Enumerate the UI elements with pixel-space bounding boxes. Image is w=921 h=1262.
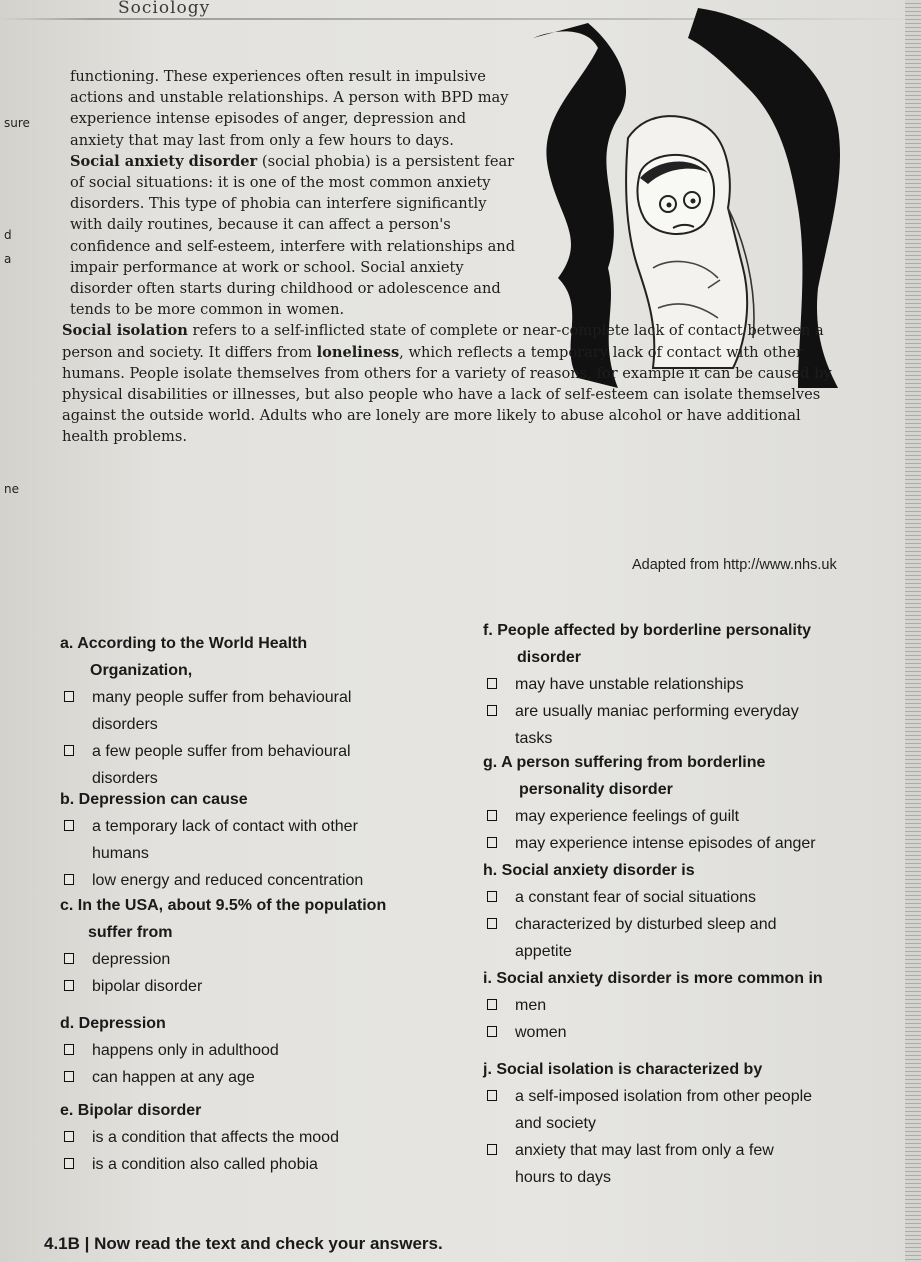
margin-mark: a — [4, 252, 12, 266]
question-i — [483, 965, 913, 1046]
option-text: low energy and reduced concentration — [92, 872, 364, 889]
question-b — [60, 786, 480, 894]
option-text: are usually maniac performing everyday — [515, 703, 799, 720]
paragraph-bpd: functioning. These experiences often result in impulsive actions and unstable relationships. A person with BPD may experience intense episodes of anger, depression and anxiety that may last from only a few hours to days. — [70, 68, 509, 149]
option-text: and society — [515, 1115, 596, 1132]
question-title — [483, 617, 903, 671]
question-e — [60, 1097, 480, 1178]
exercise-instruction: 4.1B | Now read the text and check your answers. — [44, 1234, 443, 1253]
source-citation: Adapted from http://www.nhs.uk — [632, 557, 837, 573]
option-text: happens only in adulthood — [92, 1042, 279, 1059]
paragraph-text: refers to a self-inflicted state of complete or near-complete lack of contact between a person and society. It differs from — [62, 322, 824, 361]
question-d — [60, 1010, 480, 1091]
option-text: a few people suffer from behavioural — [92, 743, 351, 760]
question-h — [483, 857, 903, 965]
checkbox-icon[interactable] — [487, 678, 497, 689]
checkbox-icon[interactable] — [64, 820, 74, 831]
answer-option[interactable] — [483, 911, 903, 965]
answer-option[interactable] — [60, 973, 480, 1000]
option-text: many people suffer from behavioural — [92, 689, 352, 706]
answer-option[interactable] — [60, 946, 480, 973]
option-text: appetite — [515, 943, 572, 960]
option-text: characterized by disturbed sleep and — [515, 916, 777, 933]
term-social-isolation: Social isolation — [62, 322, 188, 340]
paragraph-text: (social phobia) is a persistent fear of social situations: it is one of the most common anxiety disorders. This type of phobia can interfere significantly with daily routines, because it can affect a person's confidence and self-esteem, interfere with relationships and impair performance at work or school. Social anxiety disorder often starts during childhood or adolescence and tends to be more common in women. — [70, 152, 516, 319]
question-title-line: disorder — [517, 649, 582, 666]
option-text: depression — [92, 951, 171, 968]
question-title-line: suffer from — [88, 924, 173, 941]
question-title-line: g. A person suffering from borderline — [483, 754, 766, 771]
answer-option[interactable] — [483, 1137, 913, 1191]
option-text: is a condition also called phobia — [92, 1156, 318, 1173]
paragraph-text: , which reflects a temporary lack of contact with other humans. People isolate themselves from others for a variety of reasons, for example it can be caused by physical disabilities or illnesses, but also people who have a lack of self-esteem can isolate themselves against the outside world. Adults who are lonely are more likely to abuse alcohol or have additional health problems. — [62, 343, 832, 446]
checkbox-icon[interactable] — [487, 891, 497, 902]
answer-option[interactable] — [60, 1124, 480, 1151]
answer-option[interactable] — [483, 830, 913, 857]
option-text: tasks — [515, 730, 553, 747]
subject-header: Sociology — [118, 0, 211, 18]
question-title: j. Social isolation is characterized by — [483, 1061, 763, 1078]
margin-mark: sure — [4, 116, 30, 130]
answer-option[interactable] — [60, 1151, 480, 1178]
checkbox-icon[interactable] — [64, 980, 74, 991]
option-text: disorders — [92, 716, 158, 733]
checkbox-icon[interactable] — [487, 1144, 497, 1155]
option-text: men — [515, 997, 547, 1014]
question-g — [483, 749, 913, 857]
margin-mark: ne — [4, 482, 19, 496]
question-title-line: a. According to the World Health — [60, 635, 308, 652]
checkbox-icon[interactable] — [487, 837, 497, 848]
option-text: women — [515, 1024, 567, 1041]
checkbox-icon[interactable] — [64, 745, 74, 756]
question-title: i. Social anxiety disorder is more common in — [483, 970, 823, 987]
checkbox-icon[interactable] — [487, 918, 497, 929]
option-text: may have unstable relationships — [515, 676, 744, 693]
answer-option[interactable] — [60, 867, 480, 894]
option-text: disorders — [92, 770, 158, 787]
option-text: anxiety that may last from only a few — [515, 1142, 774, 1159]
question-title: h. Social anxiety disorder is — [483, 862, 695, 879]
margin-mark: d — [4, 228, 12, 242]
checkbox-icon[interactable] — [64, 1044, 74, 1055]
checkbox-icon[interactable] — [487, 705, 497, 716]
option-text: hours to days — [515, 1169, 612, 1186]
answer-option[interactable] — [483, 1019, 913, 1046]
answer-option[interactable] — [60, 1064, 480, 1091]
option-text: bipolar disorder — [92, 978, 203, 995]
checkbox-icon[interactable] — [64, 1071, 74, 1082]
question-title-line: f. People affected by borderline personality — [483, 622, 812, 639]
option-text: humans — [92, 845, 149, 862]
question-j — [483, 1056, 913, 1191]
option-text: may experience feelings of guilt — [515, 808, 740, 825]
option-text: can happen at any age — [92, 1069, 255, 1086]
answer-option[interactable] — [60, 1037, 480, 1064]
question-title — [60, 892, 480, 946]
checkbox-icon[interactable] — [64, 1131, 74, 1142]
answer-option[interactable] — [483, 803, 913, 830]
question-c — [60, 892, 480, 1000]
checkbox-icon[interactable] — [487, 1026, 497, 1037]
question-title — [60, 630, 460, 684]
answer-option[interactable] — [483, 698, 903, 752]
option-text: may experience intense episodes of anger — [515, 835, 816, 852]
question-title: b. Depression can cause — [60, 791, 248, 808]
question-title-line: Organization, — [90, 662, 193, 679]
question-f — [483, 617, 903, 752]
term-loneliness: loneliness — [316, 343, 400, 361]
option-text: a constant fear of social situations — [515, 889, 757, 906]
checkbox-icon[interactable] — [64, 691, 74, 702]
checkbox-icon[interactable] — [487, 1090, 497, 1101]
question-title — [483, 749, 913, 803]
answer-option[interactable] — [60, 813, 480, 867]
checkbox-icon[interactable] — [487, 810, 497, 821]
question-title-line: c. In the USA, about 9.5% of the population — [60, 897, 387, 914]
answer-option[interactable] — [60, 684, 460, 738]
question-title-line: personality disorder — [519, 781, 673, 798]
answer-option[interactable] — [483, 884, 903, 911]
option-text: a temporary lack of contact with other — [92, 818, 358, 835]
checkbox-icon[interactable] — [487, 999, 497, 1010]
answer-option[interactable] — [483, 671, 903, 698]
answer-option[interactable] — [483, 1083, 913, 1137]
checkbox-icon[interactable] — [64, 1158, 74, 1169]
checkbox-icon[interactable] — [64, 874, 74, 885]
question-a — [60, 630, 460, 792]
option-text: a self-imposed isolation from other people — [515, 1088, 813, 1105]
question-title: e. Bipolar disorder — [60, 1102, 202, 1119]
answer-option[interactable] — [60, 738, 460, 792]
question-title: d. Depression — [60, 1015, 166, 1032]
checkbox-icon[interactable] — [64, 953, 74, 964]
answer-option[interactable] — [483, 992, 913, 1019]
option-text: is a condition that affects the mood — [92, 1129, 339, 1146]
term-social-anxiety: Social anxiety disorder — [70, 152, 258, 170]
